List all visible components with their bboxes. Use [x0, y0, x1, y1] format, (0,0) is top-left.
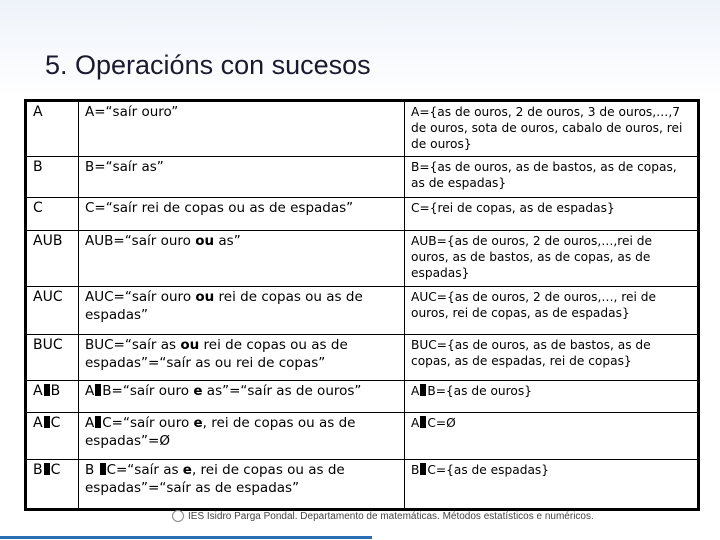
set-text: A [411, 384, 420, 399]
operator-glyph-icon [44, 416, 50, 428]
event-definition-cell [79, 381, 405, 413]
event-set-cell [405, 102, 698, 157]
event-symbol-cell [27, 335, 79, 381]
operator-glyph-icon [44, 463, 50, 475]
event-definition-cell [79, 198, 405, 231]
event-set-cell [405, 157, 698, 198]
operator-glyph-icon [420, 384, 426, 396]
footer-text: IES Isidro Parga Pondal. Departamento de matemáticas. Métodos estatísticos e numéricos. [188, 510, 594, 522]
event-symbol: C [33, 200, 43, 217]
event-symbol: C [50, 461, 61, 478]
event-symbol: A [33, 383, 43, 400]
connector-word: e [193, 414, 203, 431]
definition-text: rei de copas ou as de espadas”=“saír as ou rei de copas” [85, 337, 348, 371]
event-symbol: C [50, 414, 61, 431]
operator-glyph-icon [420, 416, 426, 428]
set-text: A [411, 415, 420, 430]
event-definition-cell [79, 102, 405, 157]
definition-text: A [85, 383, 95, 400]
event-definition-cell [79, 230, 405, 286]
event-symbol: A [33, 414, 43, 431]
operator-glyph-icon [420, 463, 426, 475]
footer [172, 510, 594, 522]
table-row [27, 102, 698, 157]
definition-text: B=“saír ouro [102, 383, 194, 400]
event-symbol-cell [27, 381, 79, 413]
definition-text: , rei de copas ou as de espadas”=Ø [85, 414, 356, 449]
event-symbol: BUC [33, 337, 63, 354]
connector-word: e [182, 461, 192, 478]
event-symbol: A [33, 104, 43, 120]
event-set-cell [405, 335, 698, 381]
connector-word: e [193, 383, 203, 400]
set-text: B={as de ouros} [427, 384, 532, 399]
definition-text: rei de copas ou as de espadas” [85, 289, 363, 323]
definition-text: as” [214, 232, 241, 249]
event-symbol: AUC [33, 289, 63, 306]
definition-text: C=“saír rei de copas ou as de espadas” [85, 200, 354, 217]
event-set-cell [405, 381, 698, 413]
event-symbol: AUB [33, 232, 63, 249]
event-set-cell [405, 459, 698, 508]
operator-glyph-icon [95, 384, 101, 396]
set-text: A={as de ouros, 2 de ouros, 3 de ouros,…,7 de ouros, sota de ouros, cabalo de ouros, rei de ouros} [411, 105, 683, 152]
event-symbol-cell [27, 198, 79, 231]
school-logo-icon [172, 510, 184, 522]
table-row [27, 381, 698, 413]
event-set-cell [405, 287, 698, 335]
event-symbol-cell [27, 412, 79, 459]
event-definition-cell [79, 287, 405, 335]
operations-table [24, 99, 700, 511]
event-symbol-cell [27, 102, 79, 157]
connector-word: ou [180, 337, 200, 354]
definition-text: as”=“saír as de ouros” [202, 383, 362, 400]
table-row [27, 412, 698, 459]
operator-glyph-icon [44, 384, 50, 396]
event-set-cell [405, 230, 698, 286]
set-text: BUC={as de ouros, as de bastos, as de copas, as de espadas, rei de copas} [411, 338, 651, 369]
definition-text: C=“saír as [106, 461, 183, 478]
event-definition-cell [79, 412, 405, 459]
event-symbol-cell [27, 459, 79, 508]
set-text: AUB={as de ouros, 2 de ouros,…,rei de ouros, as de bastos, as de copas, as de espadas} [411, 233, 652, 281]
set-text: C={as de espadas} [427, 462, 550, 477]
set-text: C=Ø [427, 415, 456, 430]
definition-text: AUB=“saír ouro [85, 232, 196, 249]
footer-accent-line [0, 536, 372, 539]
connector-word: ou [195, 289, 215, 306]
table-row [27, 287, 698, 335]
set-text: B={as de ouros, as de bastos, as de copas, as de espadas} [411, 160, 677, 191]
definition-text: A [85, 414, 95, 431]
event-definition-cell [79, 335, 405, 381]
event-symbol-cell [27, 287, 79, 335]
definition-text: B=“saír as” [85, 159, 164, 176]
event-symbol: B [33, 159, 43, 176]
definition-text: B [85, 461, 99, 478]
definition-text: BUC=“saír as [85, 337, 181, 354]
definition-text: A=“saír ouro” [85, 104, 179, 120]
event-symbol-cell [27, 230, 79, 286]
event-symbol: B [33, 461, 43, 478]
event-symbol-cell [27, 157, 79, 198]
table-row [27, 459, 698, 508]
definition-text: C=“saír ouro [102, 414, 194, 431]
table-row [27, 157, 698, 198]
event-set-cell [405, 412, 698, 459]
set-text: B [411, 462, 420, 477]
set-text: AUC={as de ouros, 2 de ouros,…, rei de ouros, rei de copas, as de espadas} [411, 290, 657, 321]
connector-word: ou [195, 232, 215, 249]
event-set-cell [405, 198, 698, 231]
definition-text: AUC=“saír ouro [85, 289, 196, 306]
event-definition-cell [79, 459, 405, 508]
operator-glyph-icon [100, 463, 106, 475]
event-symbol: B [50, 383, 61, 400]
table-row [27, 335, 698, 381]
set-text: C={rei de copas, as de espadas} [411, 201, 615, 216]
operator-glyph-icon [95, 416, 101, 428]
event-definition-cell [79, 157, 405, 198]
table-row [27, 198, 698, 231]
definition-text: , rei de copas ou as de espadas”=“saír as de espadas” [85, 461, 345, 496]
slide-title: 5. Operacións con sucesos [45, 50, 371, 80]
table-row [27, 230, 698, 286]
